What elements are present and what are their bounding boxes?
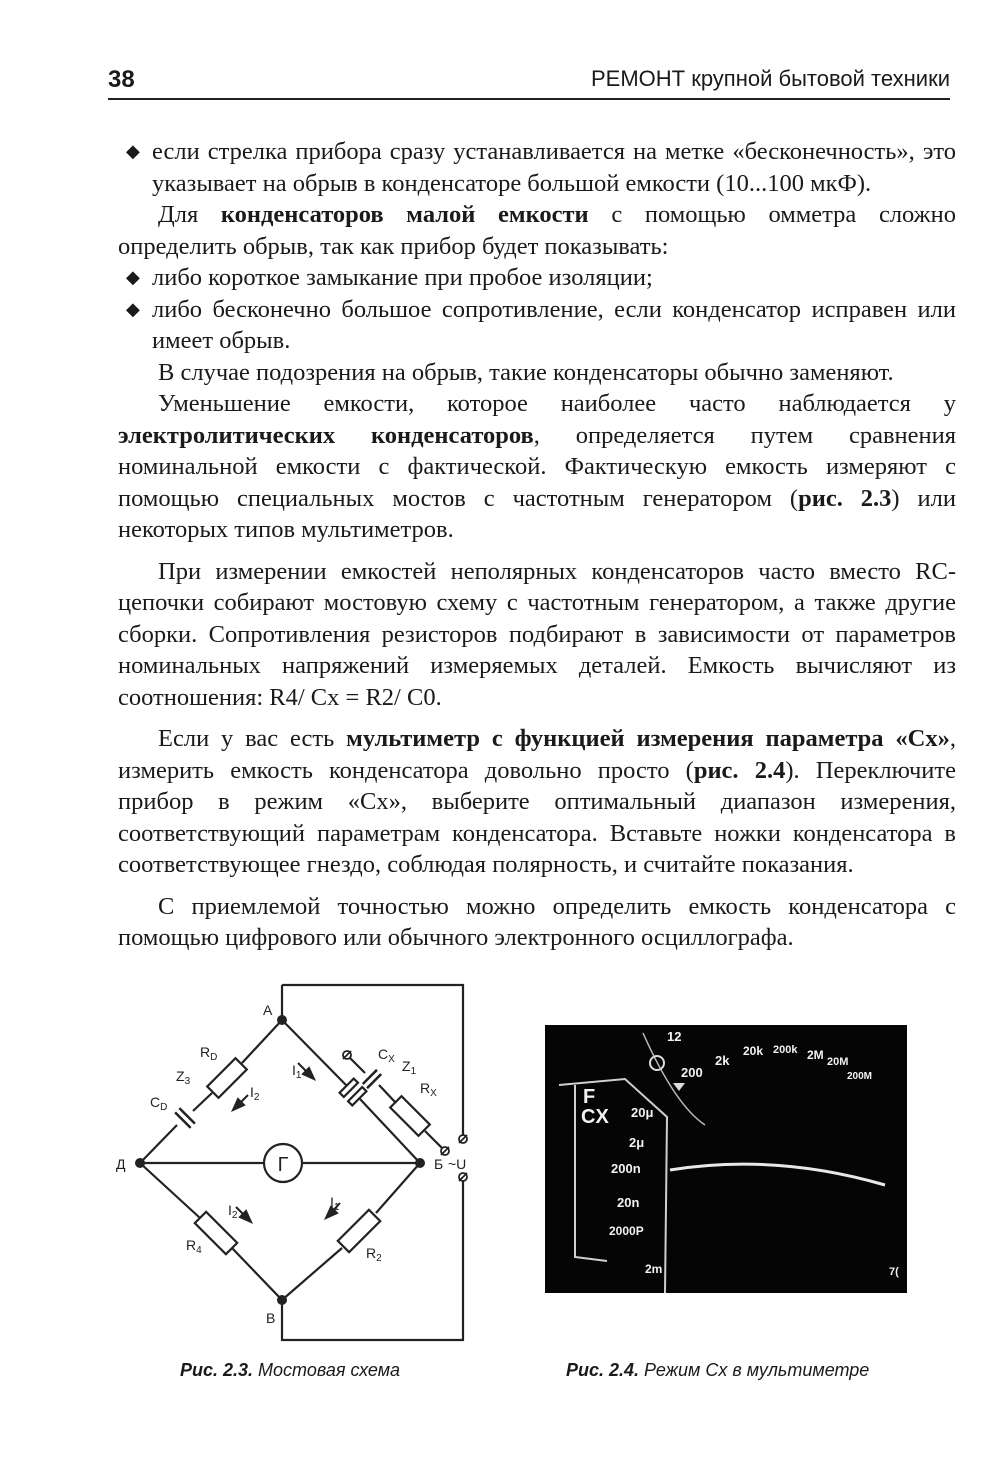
text-span: , определяется путем сравнения номинальной емкости с фактической. Фактическую емкость измеряют с помощью специальных мостов с частотным генератором ( (118, 421, 956, 512)
bullet-icon: ◆ (126, 141, 140, 161)
wire (232, 1248, 282, 1300)
figure-ref: рис. 2.4 (693, 756, 786, 784)
dial-label: 20n (617, 1195, 640, 1210)
dial-label: 2μ (629, 1135, 645, 1150)
paragraph-multimeter (118, 723, 956, 881)
wire (193, 1093, 212, 1111)
text-span: Если у вас есть (158, 725, 347, 752)
page-number: 38 (108, 66, 135, 93)
caption-number: Рис. 2.3. (180, 1360, 254, 1380)
mode-label-cx: CX (581, 1106, 609, 1128)
caption-number: Рис. 2.4. (566, 1360, 640, 1380)
paragraph-electrolytic (118, 388, 956, 546)
bold-term: мультиметр с функцией измерения параметра «Сх» (346, 725, 950, 752)
label-i1-top: $I_1$ (292, 1062, 302, 1081)
label-b: Б (434, 1156, 444, 1172)
mode-label-f: F (583, 1086, 596, 1108)
text-span: ). Переключите прибор в режим «Сх», выберите оптимальный диапазон измерения, соответствующий параметрам конденсатора. Вставьте ножки конденсатора в соответствующее гнездо, соблюдая полярность, и считайте показания. (118, 756, 956, 878)
dial-label: 200k (773, 1044, 798, 1056)
bullet-text: если стрелка прибора сразу устанавливается на метке «бесконечность», это указывает на обрыв в конденсаторе большой емкости (10...100 мкФ). (152, 138, 956, 197)
label-cd: $C_D$ (150, 1094, 168, 1113)
dial-label: 2k (715, 1053, 730, 1068)
label-r2: $R_2$ (366, 1245, 382, 1264)
bold-term: электролитических конденсаторов (118, 421, 534, 449)
capacitor-cd (175, 1108, 195, 1128)
dial-label: 2M (807, 1048, 824, 1062)
dial-label: 200 (681, 1065, 703, 1080)
label-a: А (263, 1002, 273, 1018)
generator-label: Г (277, 1154, 289, 1176)
text-span: с помощью омметра сложно определить обрыв, так как прибор будет показывать: (118, 201, 956, 260)
resistor-rd (207, 1058, 247, 1098)
caption-text: Мостовая схема (253, 1360, 401, 1380)
node-b-right (415, 1158, 425, 1168)
dial-label: 200M (847, 1071, 873, 1082)
dial-label: 20k (743, 1044, 764, 1058)
bullet-infinity (118, 136, 956, 199)
bullet-short-circuit (118, 262, 956, 294)
wire (242, 1020, 282, 1063)
text-span: Для (158, 201, 221, 228)
dial-label-right: 7( (889, 1266, 899, 1278)
bullet-infinite-resistance (118, 294, 956, 357)
label-rx: $R_X$ (420, 1080, 437, 1099)
label-rd: $R_D$ (200, 1044, 218, 1063)
label-z1: $Z_1$ (402, 1058, 417, 1077)
bridge-circuit-diagram (108, 975, 488, 1355)
node-d (135, 1158, 145, 1168)
dial-label-top: 12 (667, 1029, 682, 1044)
bullet-icon: ◆ (126, 298, 140, 319)
resistor-rx (390, 1096, 430, 1136)
label-supply: ~U (448, 1156, 467, 1172)
label-r4: $R_4$ (186, 1237, 202, 1256)
paragraph-oscilloscope: С приемлемой точностью можно определить емкость конденсатора с помощью цифрового или обычного электронного осциллографа. (118, 892, 956, 951)
bullet-text: либо короткое замыкание при пробое изоляции; (152, 264, 653, 291)
bullet-icon: ◆ (126, 267, 140, 287)
text-span: ) или некоторых типов мультиметров. (118, 484, 956, 543)
label-z3: $Z_3$ (176, 1068, 191, 1087)
text-span: Уменьшение емкости, которое наиболее часто наблюдается у (158, 390, 956, 417)
figure-2-4-caption (566, 1360, 869, 1381)
wire (140, 1125, 177, 1163)
dial-label: 200n (611, 1161, 641, 1176)
wire (376, 1163, 420, 1213)
node-a (277, 1015, 287, 1025)
multimeter-photo (545, 1025, 907, 1293)
book-title: РЕМОНТ крупной бытовой техники (590, 66, 950, 91)
bold-term: конденсаторов малой емкости (220, 201, 589, 228)
figure-ref: рис. 2.3 (798, 484, 892, 512)
paragraph-replace: В случае подозрения на обрыв, такие конденсаторы обычно заменяют. (158, 358, 894, 386)
label-i2-top: $I_2$ (250, 1084, 260, 1103)
dial-label: 2000P (609, 1224, 644, 1238)
caption-text: Режим Сх в мультиметре (639, 1360, 870, 1380)
label-i1-bottom: $I_1$ (330, 1194, 340, 1213)
wire (140, 1163, 200, 1218)
bullet-text: либо бесконечно большое сопротивление, если конденсатор исправен или имеет обрыв. (152, 295, 956, 354)
page-header (108, 58, 950, 100)
label-cx: $C_X$ (378, 1046, 395, 1065)
label-i2-bottom: $I_2$ (228, 1202, 238, 1221)
wire (282, 1248, 342, 1300)
label-v: В (266, 1310, 276, 1326)
dial-label: 20μ (631, 1105, 654, 1120)
text-span: , измерить емкость конденсатора довольно просто ( (118, 725, 956, 784)
figure-2-3-caption (180, 1360, 400, 1381)
paragraph-small-caps (118, 199, 956, 262)
paragraph-bridge: При измерении емкостей неполярных конденсаторов часто вместо RC-цепочки собирают мостовую схему с частотным генератором, а также другие сборки. Сопротивления резисторов подбирают в зависимости от параметров номинальных напряжений измеряемых деталей. Емкость вычисляют из соотношения: R4/ Cx = R2/ C0. (118, 557, 956, 711)
node-v (277, 1295, 287, 1305)
body-text (118, 136, 956, 954)
dial-label: 2m (645, 1262, 663, 1276)
dial-label: 20M (827, 1056, 849, 1068)
wire (379, 1085, 395, 1102)
capacitor-cx (363, 1070, 381, 1088)
label-d: Д (116, 1156, 126, 1172)
